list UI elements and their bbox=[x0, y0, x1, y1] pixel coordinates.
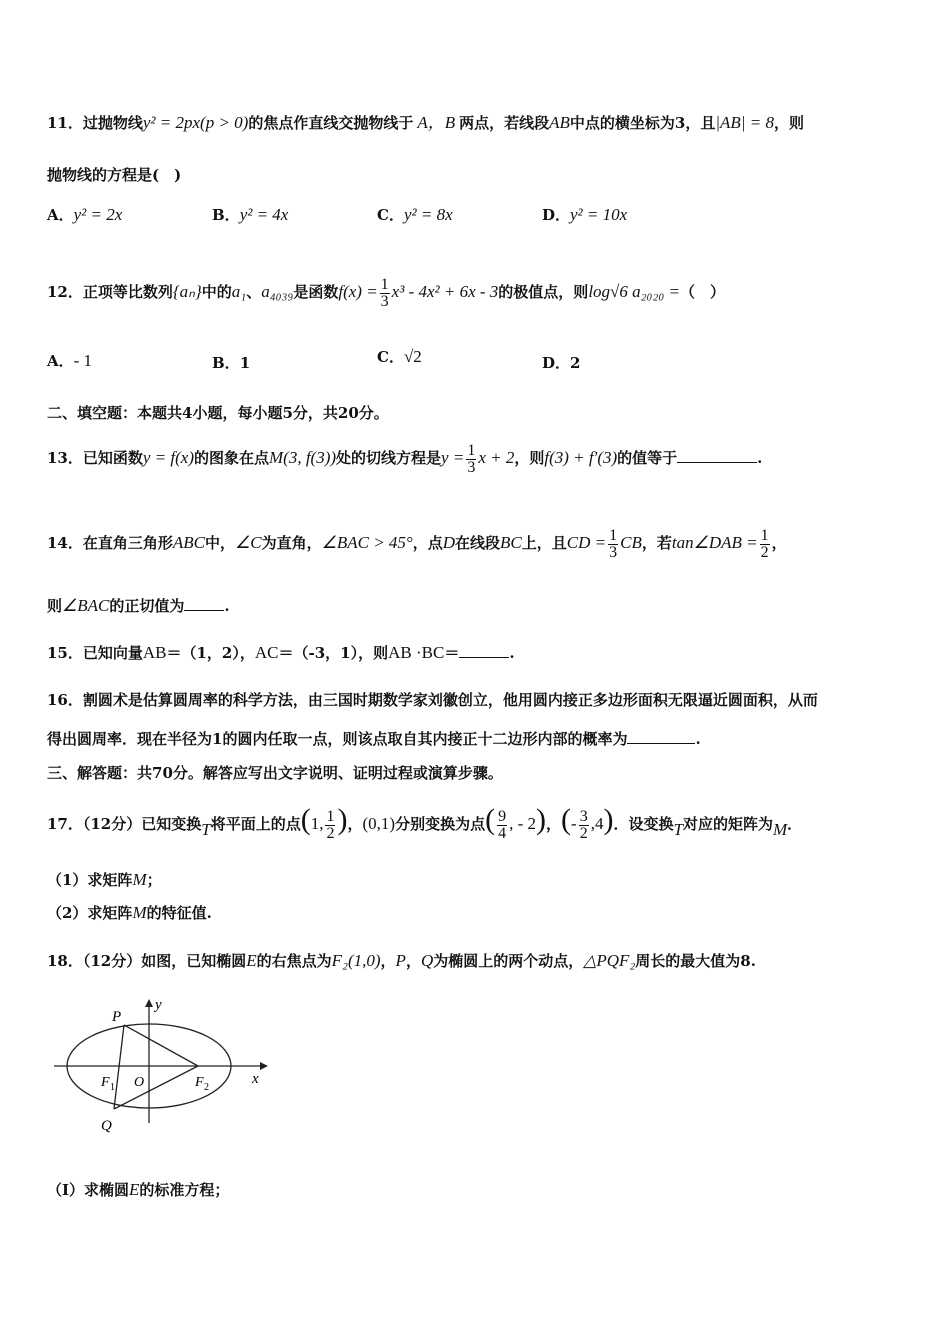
q11-parabola-eq: y² = 2px(p > 0) bbox=[142, 113, 249, 132]
q16-line2: 得出圆周率．现在半径为1的圆内任取一点，则该点取自其内接正十二边形内部的概率为 . bbox=[47, 730, 701, 748]
q12-line1: 12．正项等比数列{aₙ}中的a₁、a₄₀₃₉是函数f(x) = $\frac{1}{3}$ x³ - 4x² + 6x - 3的极值点，则log√6 a₂₀₂₀ =（ ） bbox=[47, 275, 725, 310]
q11-option-a: A．y² = 2x bbox=[47, 205, 123, 224]
q17-sub1: （1）求矩阵M； bbox=[47, 870, 162, 889]
label-f2-sub: 2 bbox=[204, 1082, 209, 1093]
label-f1-sub: 1 bbox=[110, 1082, 115, 1093]
section-solve-title: 三、解答题：共70分。解答应写出文字说明、证明过程或演算步骤。 bbox=[47, 764, 503, 782]
q17-sub2: （2）求矩阵M的特征值. bbox=[47, 903, 212, 922]
segment-qf2 bbox=[114, 1066, 198, 1109]
label-p: P bbox=[112, 1009, 122, 1025]
q12-option-a: A．- 1 bbox=[47, 351, 93, 370]
label-y: y bbox=[155, 997, 162, 1013]
q14-line1: 14．在直角三角形ABC中，∠C为直角，∠BAC > 45°，点D在线段BC上，且CD = $\frac{1}{3}$ CB，若tan∠DAB = $\frac{1}{2}$ ， bbox=[47, 526, 787, 561]
segment-pq bbox=[114, 1025, 124, 1109]
label-x: x bbox=[252, 1071, 259, 1087]
label-o: O bbox=[134, 1075, 145, 1090]
segment-pf2 bbox=[124, 1025, 198, 1066]
q16-line1: 16．割圆术是估算圆周率的科学方法，由三国时期数学家刘徽创立，他用圆内接正多边形面积无限逼近圆面积，从而 bbox=[47, 691, 818, 709]
x-axis-arrow bbox=[260, 1062, 268, 1070]
q17-line1: 17．（12分）已知变换T将平面上的点(1, $\frac{1}{2}$ )，(0,1)分别变换为点( $\frac{9}{4}$ , - 2)，(- $\frac{3}{2}$ ,4)．设变换T对应的矩阵为M． bbox=[47, 803, 803, 842]
q11-line1: 11．过抛物线y² = 2px(p > 0)的焦点作直线交抛物线于 A，B 两点，若线段AB中点的横坐标为3，且|AB| = 8，则 bbox=[47, 113, 804, 132]
q11-option-c: C．y² = 8x bbox=[377, 205, 453, 224]
q13-line: 13．已知函数y = f(x)的图象在点M(3, f(3))处的切线方程是y = $\frac{1}{3}$ x + 2，则f(3) + f′(3)的值等于 . bbox=[47, 441, 763, 476]
y-axis-arrow bbox=[145, 999, 153, 1007]
section-fill-in-title: 二、填空题：本题共4小题，每小题5分，共20分。 bbox=[47, 404, 389, 422]
q18-line1: 18．（12分）如图，已知椭圆E的右焦点为F₂(1,0)，P，Q为椭圆上的两个动点，△PQF₂周长的最大值为8. bbox=[47, 951, 756, 970]
label-q: Q bbox=[101, 1118, 112, 1134]
q15-line: 15．已知向量AB＝（1，2），AC＝（-3，1），则AB ·BC＝ . bbox=[47, 643, 515, 662]
ellipse-figure bbox=[48, 995, 273, 1135]
label-f2: F bbox=[195, 1075, 204, 1090]
q14-line2: 则∠BAC的正切值为 . bbox=[47, 596, 230, 615]
q12-option-c: C．√2 bbox=[377, 347, 422, 366]
q12-option-d: D．2 bbox=[542, 354, 581, 372]
q14-answer-blank[interactable] bbox=[184, 596, 224, 611]
q12-option-b: B．1 bbox=[212, 354, 251, 372]
q11-option-d: D．y² = 10x bbox=[542, 205, 628, 224]
q16-answer-blank[interactable] bbox=[627, 729, 695, 744]
q15-answer-blank[interactable] bbox=[459, 643, 509, 658]
label-f1: F bbox=[101, 1075, 110, 1090]
q18-sub1: （Ⅰ）求椭圆E的标准方程； bbox=[47, 1180, 230, 1199]
q11-option-b: B．y² = 4x bbox=[212, 205, 289, 224]
q13-answer-blank[interactable] bbox=[677, 448, 757, 463]
q11-line2: 抛物线的方程是( ) bbox=[47, 166, 182, 184]
